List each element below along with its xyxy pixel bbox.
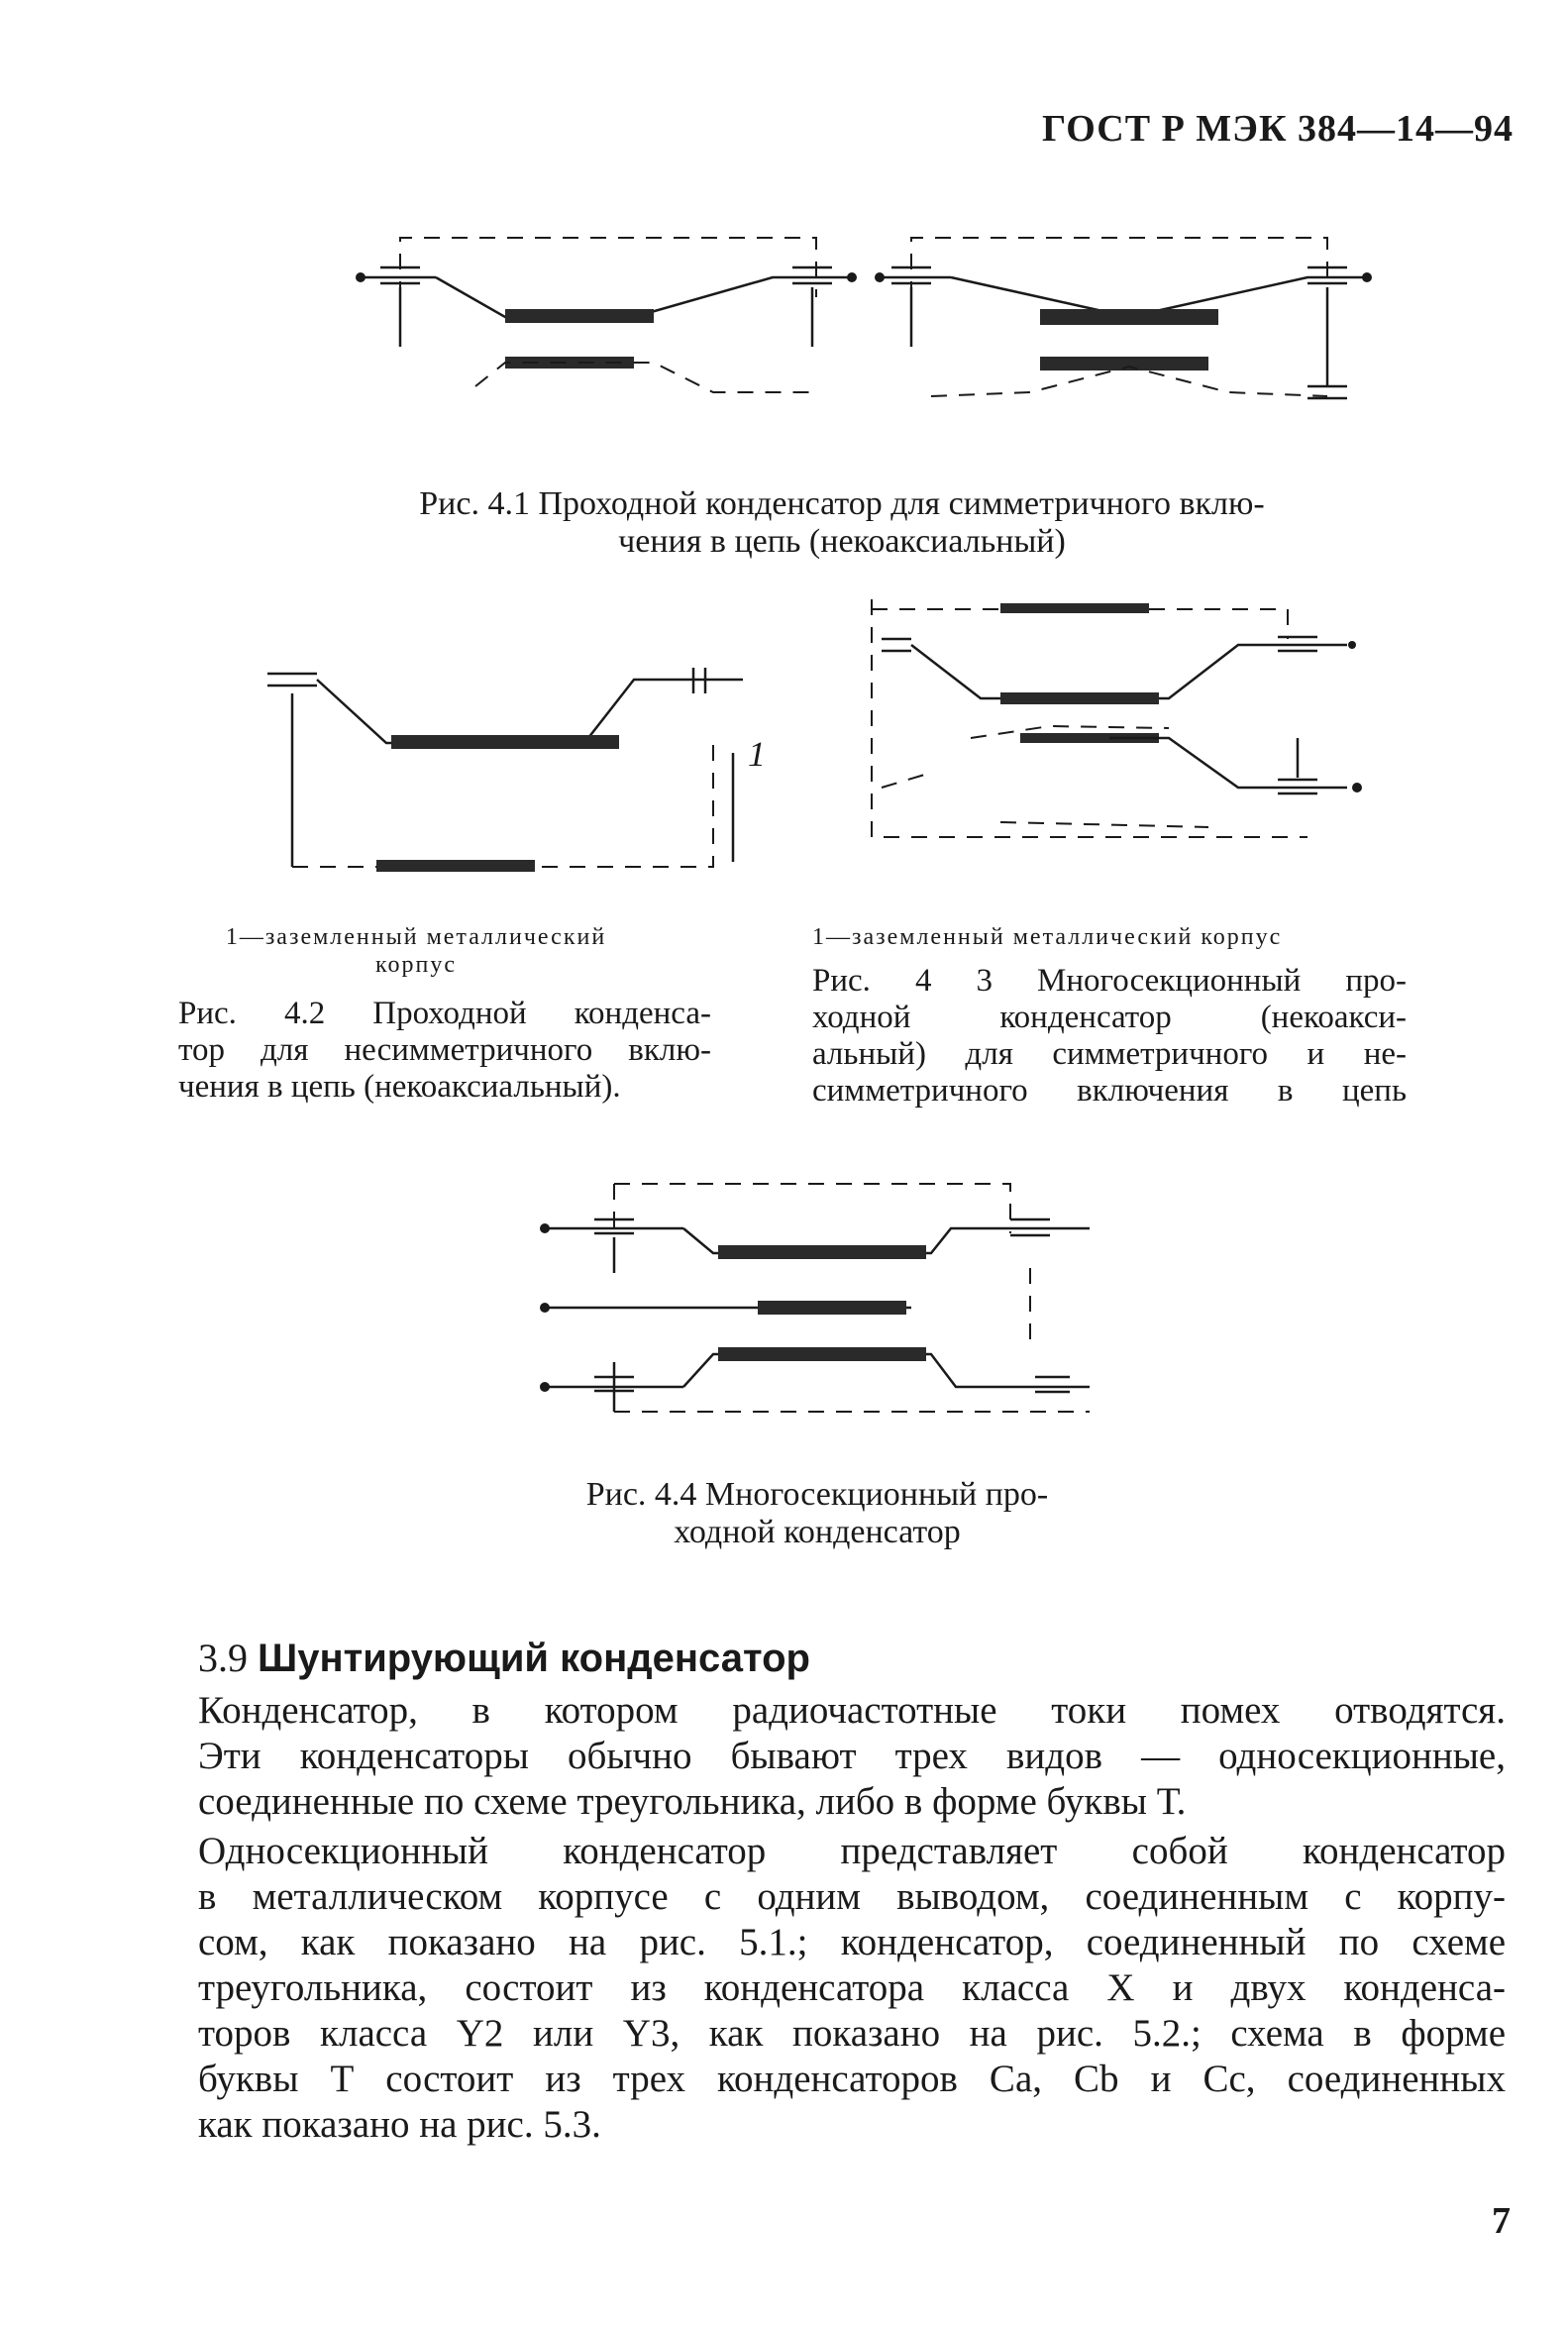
fig4-4-caption-line1: Рис. 4.4 Многосекционный про- (585, 1476, 1049, 1513)
figure-4-2-diagram (258, 634, 812, 882)
fig4-4-caption-line2: ходной конденсатор (674, 1514, 961, 1550)
fig4-2-caption-line2: тор для несимметричного вклю- (178, 1032, 711, 1068)
fig4-1-left-section (356, 238, 857, 392)
para2-line7: как показано на рис. 5.3. (198, 2103, 601, 2146)
figure-4-4-caption (396, 1476, 1238, 1551)
paragraph-2 (198, 1829, 1506, 2148)
para2-line6: буквы Т состоит из трех конденсаторов Ca, Cb и Cc, соединенных (198, 2058, 1506, 2100)
figure-4-4-diagram (515, 1174, 1109, 1431)
para1-line2: Эти конденсаторы обычно бывают трех видов — односекционные, (198, 1735, 1506, 1777)
fig4-2-part-number: 1 (748, 734, 766, 774)
fig4-3-caption-line3: альный) для симметричного и не- (812, 1036, 1407, 1072)
fig4-1-right-section (875, 238, 1372, 398)
fig4-2-note-line2: корпус (375, 952, 457, 978)
fig4-3-caption-line4: симметричного включения в цепь (812, 1073, 1407, 1109)
document-header: ГОСТ Р МЭК 384—14—94 (1042, 108, 1514, 150)
figure-4-3-caption (812, 963, 1407, 1110)
fig4-2-caption-line1: Рис. 4.2 Проходной конденса- (178, 996, 711, 1031)
figure-4-3-diagram (852, 589, 1407, 857)
para2-line3: сом, как показано на рис. 5.1.; конденсатор, соединенный по схеме (198, 1921, 1506, 1963)
figure-4-1-diagram (337, 218, 1387, 416)
page-number: 7 (1492, 2200, 1511, 2242)
para2-line1: Односекционный конденсатор представляет собой конденсатор (198, 1830, 1506, 1872)
fig4-2-note (178, 923, 654, 979)
section-number: 3.9 (198, 1636, 248, 1680)
para1-line3: соединенные по схеме треугольника, либо в форме буквы Т. (198, 1780, 1187, 1823)
figure-4-1-caption (297, 485, 1387, 561)
fig4-3-caption-line1: Рис. 4 3 Многосекционный про- (812, 963, 1407, 999)
section-title: Шунтирующий конденсатор (258, 1637, 810, 1680)
section-heading (198, 1635, 810, 1681)
fig4-1-caption-line1: Рис. 4.1 Проходной конденсатор для симметричного вклю- (419, 485, 1265, 522)
para2-line4: треугольника, состоит из конденсатора класса X и двух конденса- (198, 1966, 1506, 2009)
para1-line1: Конденсатор, в котором радиочастотные токи помех отводятся. (198, 1689, 1506, 1732)
fig4-1-caption-line2: чения в цепь (некоаксиальный) (618, 523, 1066, 560)
fig4-3-caption-line2: ходной конденсатор (некоакси- (812, 1000, 1407, 1035)
para2-line5: торов класса Y2 или Y3, как показано на рис. 5.2.; схема в форме (198, 2012, 1506, 2055)
fig4-2-note-line1: 1—заземленный металлический (225, 924, 607, 950)
para2-line2: в металлическом корпусе с одним выводом, соединенным с корпу- (198, 1875, 1506, 1918)
figure-4-2-caption (178, 996, 711, 1106)
fig4-2-caption-line3: чения в цепь (некоаксиальный). (178, 1069, 621, 1105)
paragraph-1 (198, 1688, 1506, 1825)
fig4-3-note: 1—заземленный металлический корпус (812, 924, 1283, 950)
